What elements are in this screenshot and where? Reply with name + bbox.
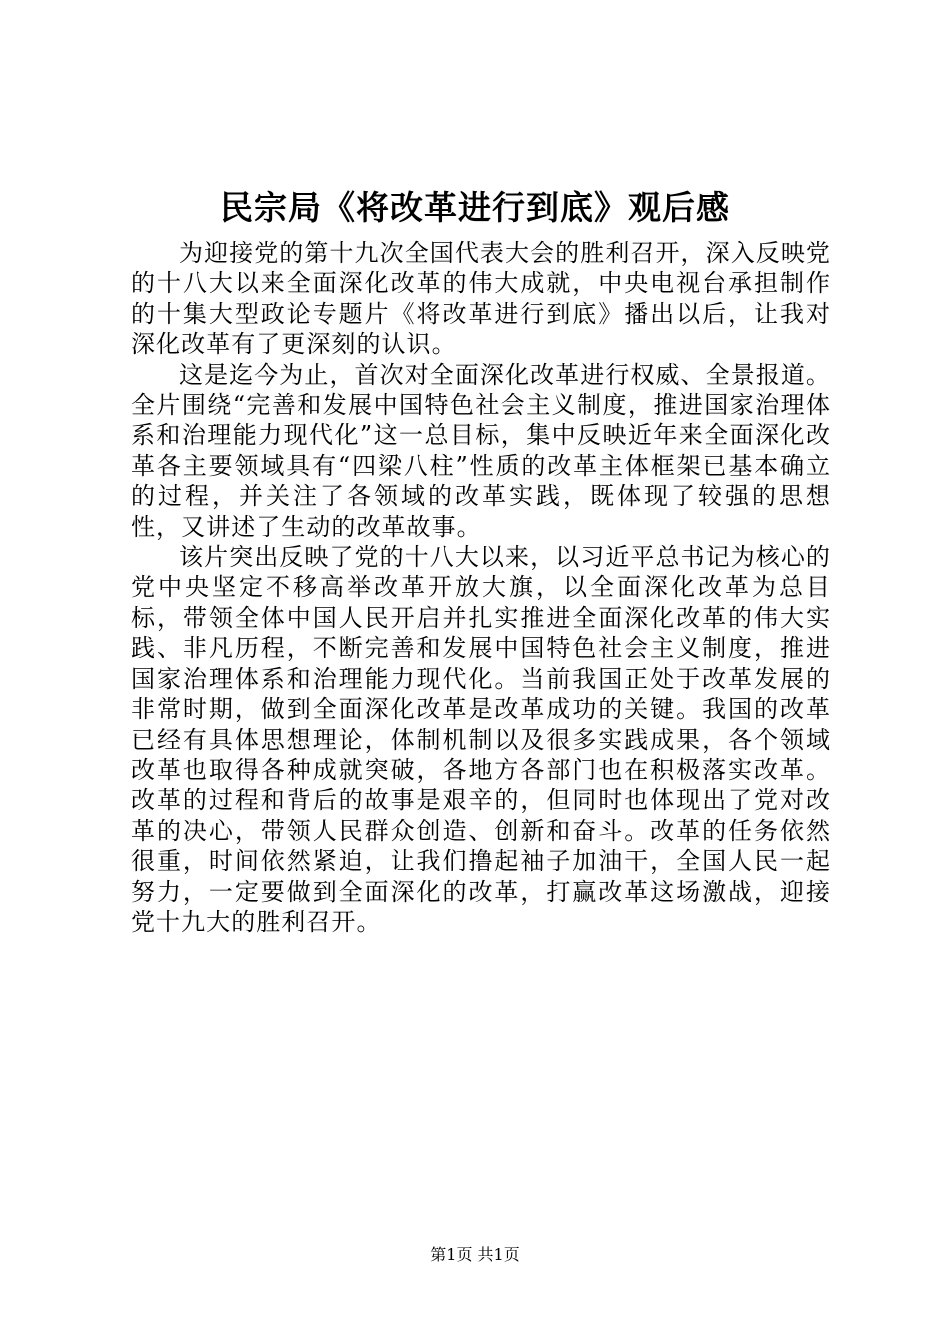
paragraph-2: 这是迄今为止，首次对全面深化改革进行权威、全景报道。全片围绕“完善和发展中国特色社会主义制度，推进国家治理体系和治理能力现代化”这一总目标，集中反映近年来全面深化改革各主要领域具有“四梁八柱”性质的改革主体框架已基本确立的过程，并关注了各领域的改革实践，既体现了较强的思想性，又讲述了生动的改革故事。 [131,360,831,541]
paragraph-3: 该片突出反映了党的十八大以来，以习近平总书记为核心的党中央坚定不移高举改革开放大旗，以全面深化改革为总目标，带领全体中国人民开启并扎实推进全面深化改革的伟大实践、非凡历程，不断完善和发展中国特色社会主义制度，推进国家治理体系和治理能力现代化。当前我国正处于改革发展的非常时期，做到全面深化改革是改革成功的关键。我国的改革已经有具体思想理论，体制机制以及很多实践成果，各个领域改革也取得各种成就突破，各地方各部门也在积极落实改革。改革的过程和背后的故事是艰辛的，但同时也体现出了党对改革的决心，带领人民群众创造、创新和奋斗。改革的任务依然很重，时间依然紧迫，让我们撸起袖子加油干，全国人民一起努力，一定要做到全面深化的改革，打赢改革这场激战，迎接党十九大的胜利召开。 [131,543,831,936]
page-number-footer: 第1页 共1页 [430,1245,520,1264]
document-title: 民宗局《将改革进行到底》观后感 [220,188,730,227]
document-body [131,238,831,937]
paragraph-1: 为迎接党的第十九次全国代表大会的胜利召开，深入反映党的十八大以来全面深化改革的伟大成就，中央电视台承担制作的十集大型政论专题片《将改革进行到底》播出以后，让我对深化改革有了更深刻的认识。 [131,239,831,359]
